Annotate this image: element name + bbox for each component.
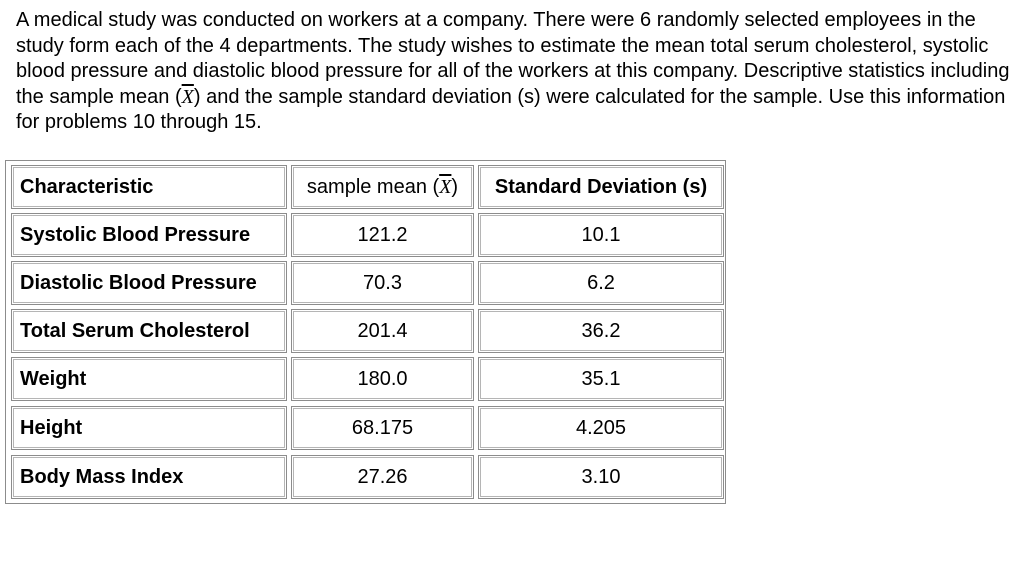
header-sample-mean bbox=[291, 165, 474, 209]
header-sd-label: Standard Deviation (s) bbox=[494, 175, 708, 198]
row-characteristic: Weight bbox=[11, 357, 287, 401]
header-characteristic bbox=[11, 165, 287, 209]
row-sd: 6.2 bbox=[478, 261, 724, 305]
row-mean: 27.26 bbox=[291, 455, 474, 499]
row-mean: 70.3 bbox=[291, 261, 474, 305]
header-mean-prefix: sample mean ( bbox=[306, 175, 440, 198]
row-sd: 35.1 bbox=[478, 357, 724, 401]
row-sd: 10.1 bbox=[478, 213, 724, 257]
row-characteristic: Height bbox=[11, 406, 287, 450]
row-mean: 180.0 bbox=[291, 357, 474, 401]
row-mean: 68.175 bbox=[291, 406, 474, 450]
statistics-table bbox=[5, 160, 726, 504]
row-characteristic: Systolic Blood Pressure bbox=[11, 213, 287, 257]
row-sd: 36.2 bbox=[478, 309, 724, 353]
intro-text-part2: ) and the sample standard deviation (s) were calculated for the sample. Use this information for problems 10 through 15. bbox=[16, 85, 1006, 133]
header-characteristic-label: Characteristic bbox=[20, 175, 154, 198]
xbar-symbol: $\overline{X}$ bbox=[181, 85, 194, 108]
row-mean: 121.2 bbox=[291, 213, 474, 257]
intro-text-part1: A medical study was conducted on workers at a company. There were 6 randomly selected employees in the study form each of the 4 departments. The study wishes to estimate the mean total serum cholesterol, systolic blood pressure and diastolic blood pressure for all of the workers at this company. Descriptive statistics including the sample mean ( bbox=[16, 9, 1010, 108]
row-characteristic: Total Serum Cholesterol bbox=[11, 309, 287, 353]
header-mean-symbol: $\overline{X}$ bbox=[439, 175, 452, 198]
row-characteristic: Body Mass Index bbox=[11, 455, 287, 499]
row-mean: 201.4 bbox=[291, 309, 474, 353]
row-sd: 4.205 bbox=[478, 406, 724, 450]
header-mean-label bbox=[307, 176, 458, 199]
header-standard-deviation bbox=[478, 165, 724, 209]
problem-intro-text bbox=[16, 8, 1016, 136]
row-sd: 3.10 bbox=[478, 455, 724, 499]
row-characteristic: Diastolic Blood Pressure bbox=[11, 261, 287, 305]
header-mean-suffix: ) bbox=[451, 175, 459, 198]
